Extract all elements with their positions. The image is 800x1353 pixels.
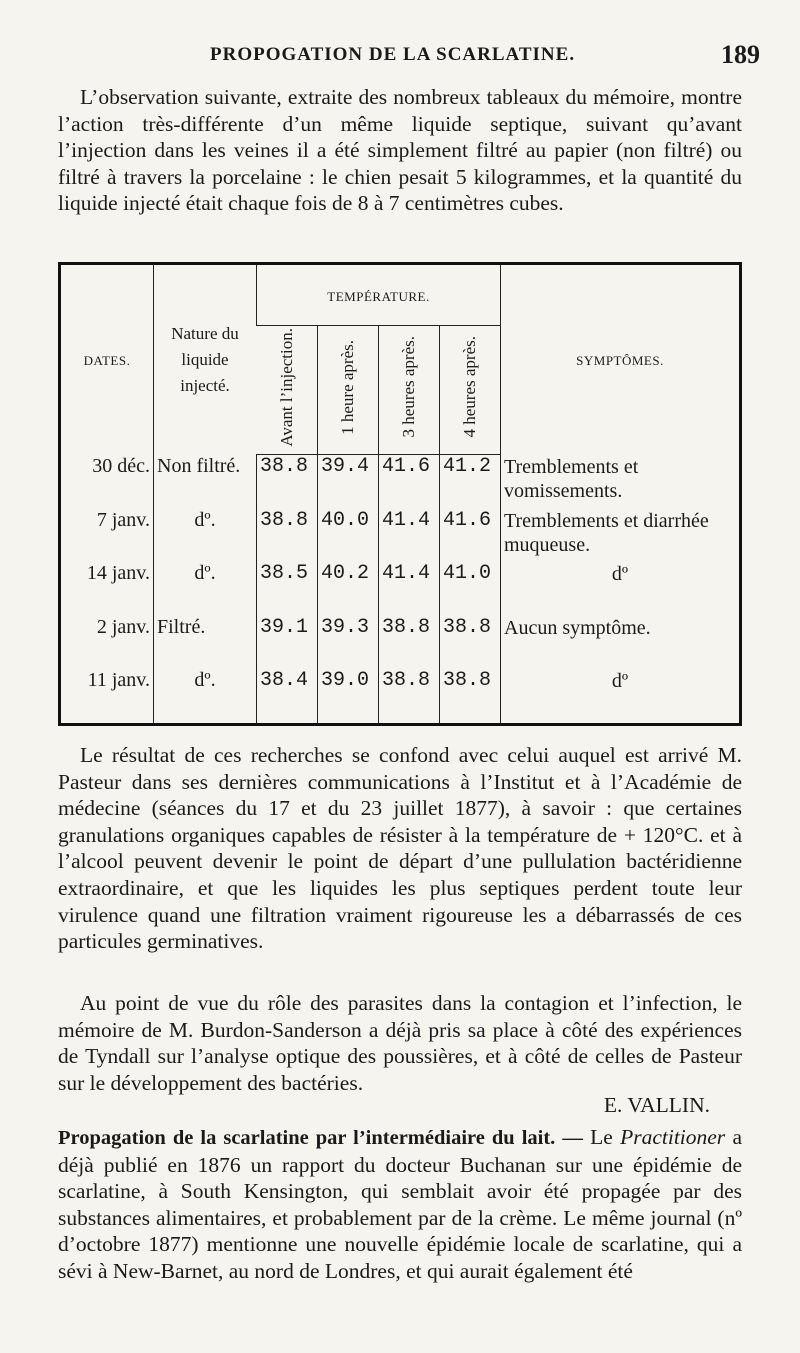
cell-temp-before: 38.4 (257, 669, 318, 723)
table-row (61, 509, 739, 563)
cell-symptoms: dº (501, 669, 740, 723)
cell-date: 7 janv. (96, 508, 150, 531)
cell-date: 2 janv. (96, 615, 150, 638)
cell-temp-1h: 40.0 (318, 509, 379, 563)
cell-symptoms: Tremblements et vomissements. (501, 455, 740, 509)
temperature-table (58, 262, 742, 726)
table-row (61, 562, 739, 616)
paragraph-text-post: a déjà publié en 1876 un rapport du docteur Buchanan sur une épidémie de scarlatine, à South Kensington, qui semblait avoir été propagée par des substances alimentaires, et probablement par de la crème. Le même journal (nº d’octobre 1877) mentionne une nouvelle épidémie locale de scarlatine, qui a sévi à New-Barnet, au nord de Londres, et qui aurait également été (58, 1125, 743, 1283)
col-header-3h: 3 heures après. (379, 326, 440, 455)
cell-temp-1h: 39.0 (318, 669, 379, 723)
cell-temp-4h: 38.8 (440, 616, 501, 670)
cell-temp-4h: 38.8 (440, 669, 501, 723)
col-header-before: Avant l’injection. (257, 326, 318, 455)
col-header-symptoms: SYMPTÔMES. (501, 265, 740, 455)
cell-temp-1h: 39.4 (318, 455, 379, 509)
col-header-dates: DATES. (83, 353, 131, 369)
cell-symptoms: Aucun symptôme. (501, 616, 740, 670)
paragraph-parasites: Au point de vue du rôle des parasites dans la contagion et l’infection, le mémoire de M. Burdon-Sanderson a déjà pris sa place à côté des expériences de Tyndall sur l’analyse optique des poussières, et à côté de celles de Pasteur sur le développement des bactéries. (58, 991, 742, 1095)
cell-temp-1h: 40.2 (318, 562, 379, 616)
cell-temp-3h: 38.8 (379, 616, 440, 670)
cell-date: 14 janv. (86, 562, 150, 585)
cell-symptoms: Tremblements et diarrhée muqueuse. (501, 509, 740, 563)
cell-temp-4h: 41.6 (440, 509, 501, 563)
cell-nature: Filtré. (154, 616, 257, 670)
page-number: 189 (721, 40, 760, 69)
cell-temp-before: 38.8 (257, 509, 318, 563)
col-header-temperature: TEMPÉRATURE. (257, 265, 501, 326)
cell-nature: dº. (154, 562, 257, 616)
cell-temp-before: 38.8 (257, 455, 318, 509)
cell-temp-1h: 39.3 (318, 616, 379, 670)
col-header-1h: 1 heure après. (318, 326, 379, 455)
cell-temp-4h: 41.2 (440, 455, 501, 509)
cell-nature: dº. (154, 509, 257, 563)
cell-temp-3h: 41.4 (379, 562, 440, 616)
table-row (61, 669, 739, 723)
col-header-nature: Nature du liquide injecté. (154, 265, 257, 455)
section-heading: Propagation de la scarlatine par l’intermédiaire du lait. — (58, 1127, 583, 1149)
cell-symptoms: dº (501, 562, 740, 616)
cell-temp-3h: 38.8 (379, 669, 440, 723)
paragraph-observation: L’observation suivante, extraite des nombreux tableaux du mémoire, montre l’action très-différente d’un même liquide septique, suivant qu’avant l’injection dans les veines il a été simplement filtré au papier (non filtré) ou filtré à travers la porcelaine : le chien pesait 5 kilogrammes, et la quantité du liquide injecté était chaque fois de 8 à 7 centimètres cubes. (58, 85, 742, 216)
cell-temp-3h: 41.6 (379, 455, 440, 509)
paragraph-pasteur: Le résultat de ces recherches se confond avec celui auquel est arrivé M. Pasteur dans ses dernières communications à l’Institut et à l’Académie de médecine (séances du 17 et du 23 juillet 1877), à savoir : que certaines granulations organiques capables de résister à la température de + 120°C. et à l’alcool peuvent devenir le point de départ d’une pullulation bactéridienne extraordinaire, et que les liquides les plus septiques perdent toute leur virulence quand une filtration vraiment rigoureuse les a débarrassés de ces particules germinatives. (58, 743, 742, 954)
paragraph-text-pre: Le (590, 1125, 613, 1149)
cell-date: 30 déc. (92, 454, 150, 477)
running-header (60, 40, 760, 76)
cell-temp-before: 38.5 (257, 562, 318, 616)
cell-nature: Non filtré. (154, 455, 257, 509)
paragraph-scarlatine-lait (58, 1124, 742, 1336)
cell-temp-before: 39.1 (257, 616, 318, 670)
col-header-4h: 4 heures après. (440, 326, 501, 455)
table-row (61, 455, 739, 509)
journal-title: Practitioner (620, 1125, 726, 1149)
running-title: PROPOGATION DE LA SCARLATINE. (210, 44, 576, 65)
cell-temp-3h: 41.4 (379, 509, 440, 563)
author-signature: E. VALLIN. (603, 1093, 710, 1117)
cell-temp-4h: 41.0 (440, 562, 501, 616)
cell-date: 11 janv. (87, 669, 150, 692)
table-row (61, 616, 739, 670)
cell-nature: dº. (154, 669, 257, 723)
